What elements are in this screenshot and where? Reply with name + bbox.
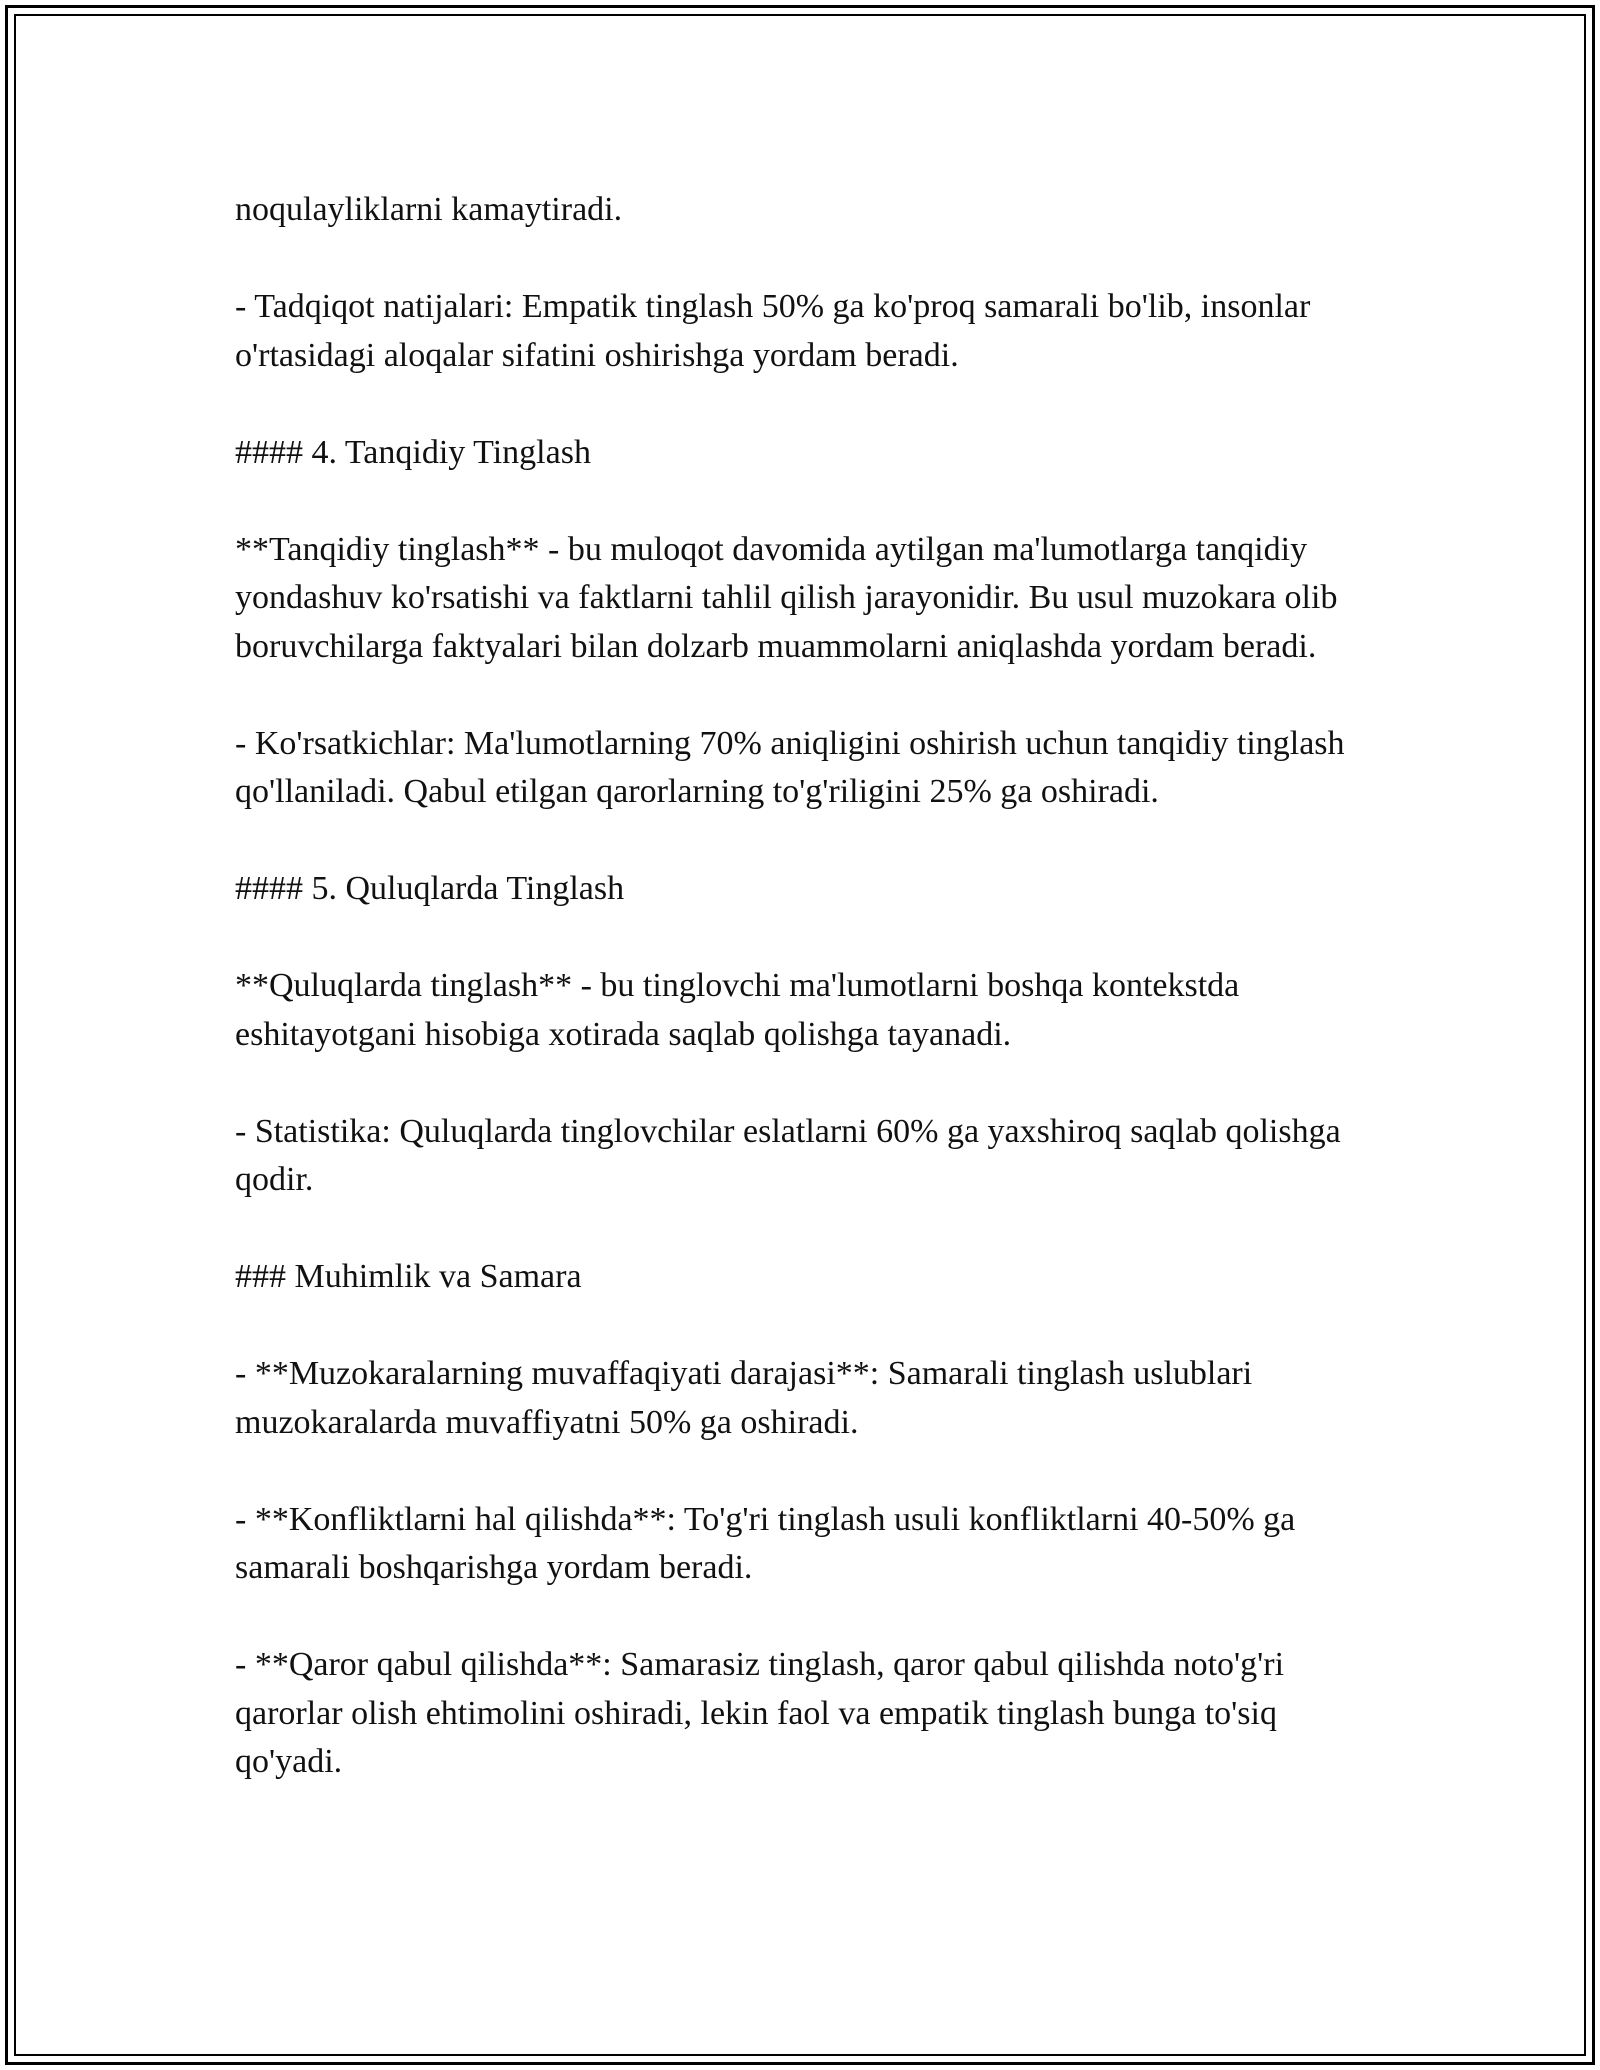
paragraph-ear-listening: **Quluqlarda tinglash** - bu tinglovchi ma'lumotlarni boshqa kontekstda eshitayotgani hisobiga xotirada saqlab qolishga tayanadi.	[235, 967, 1240, 1053]
bullet-decision-making: - **Qaror qabul qilishda**: Samarasiz tinglash, qaror qabul qilishda noto'g'ri qarorlar olish ehtimolini oshiradi, lekin faol va empatik tinglash bunga to'siq qo'yadi.	[235, 1646, 1285, 1780]
heading-ear-listening: #### 5. Quluqlarda Tinglash	[235, 870, 625, 907]
heading-importance: ### Muhimlik va Samara	[235, 1258, 582, 1295]
paragraph-continuation: noqulayliklarni kamaytiradi.	[235, 191, 623, 228]
bullet-conflict-resolution: - **Konfliktlarni hal qilishda**: To'g'ri tinglash usuli konfliktlarni 40-50% ga samarali boshqarishga yordam beradi.	[235, 1500, 1296, 1586]
bullet-research-results: - Tadqiqot natijalari: Empatik tinglash 50% ga ko'proq samarali bo'lib, insonlar o'rtasidagi aloqalar sifatini oshirishga yordam beradi.	[235, 288, 1311, 374]
document-body	[235, 186, 1375, 1835]
bullet-indicators: - Ko'rsatkichlar: Ma'lumotlarning 70% aniqligini oshirish uchun tanqidiy tinglash qo'llaniladi. Qabul etilgan qarorlarning to'g'riligini 25% ga oshiradi.	[235, 724, 1345, 810]
paragraph-critical-listening: **Tanqidiy tinglash** - bu muloqot davomida aytilgan ma'lumotlarga tanqidiy yondashuv ko'rsatishi va faktlarni tahlil qilish jarayonidir. Bu usul muzokara olib boruvchilarga faktyalari bilan dolzarb muammolarni aniqlashda yordam beradi.	[235, 530, 1338, 665]
bullet-negotiation-success: - **Muzokaralarning muvaffaqiyati darajasi**: Samarali tinglash uslublari muzokaralarda muvaffiyatni 50% ga oshiradi.	[235, 1355, 1253, 1441]
bullet-statistics: - Statistika: Quluqlarda tinglovchilar eslatlarni 60% ga yaxshiroq saqlab qolishga qodir.	[235, 1112, 1341, 1198]
heading-critical-listening: #### 4. Tanqidiy Tinglash	[235, 433, 591, 471]
